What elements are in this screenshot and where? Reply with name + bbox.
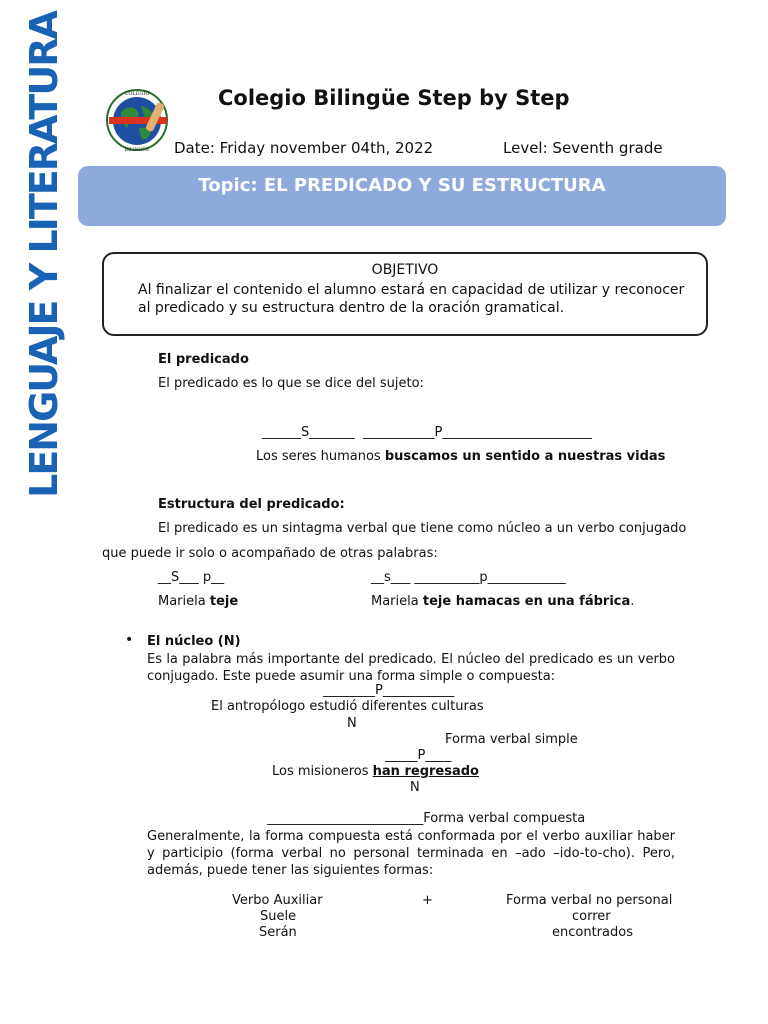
nucleo-n1: N [347, 716, 357, 731]
sidebar-title [20, 12, 68, 498]
nucleo-label2-line [259, 796, 585, 826]
predicado-example [256, 449, 665, 464]
estructura-line1: El predicado es un sintagma verbal que tiene como núcleo a un verbo conjugado [158, 521, 687, 536]
estructura-example-right [371, 594, 634, 609]
row-form: correr [572, 909, 611, 924]
estructura-line2: que puede ir solo o acompañado de otras palabras: [102, 546, 438, 561]
objective-title: OBJETIVO [371, 262, 439, 278]
nucleo-marker1: ________P___________ [323, 683, 455, 698]
level: Level: Seventh grade [503, 139, 663, 157]
estructura-marker-left: __S___ p__ [158, 570, 225, 585]
topic-title: Topic: EL PREDICADO Y SU ESTRUCTURA [198, 175, 606, 196]
ex-right-bold: teje hamacas en una fábrica [422, 594, 631, 609]
row-aux: Serán [259, 925, 297, 940]
logo-top-text: COLEGIO [124, 91, 150, 97]
ex-left-plain: Mariela [158, 594, 210, 609]
logo-bottom-text: BILINGÜE [124, 148, 150, 153]
nucleo-example1: El antropólogo estudió diferentes culturas [211, 699, 484, 714]
nucleo-text: Es la palabra más importante del predicado. El núcleo del predicado es un verbo conjugado. Este puede asumir una forma simple o compuesta: [147, 652, 675, 684]
nucleo-bullet: • [125, 632, 134, 648]
col1-header: Verbo Auxiliar [232, 893, 323, 908]
nucleo-label1: Forma verbal simple [445, 732, 578, 747]
row-form: encontrados [552, 925, 633, 940]
nucleo-heading: El núcleo (N) [147, 634, 241, 649]
estructura-example-left [158, 594, 238, 609]
plus-sign: + [422, 893, 433, 908]
estructura-heading: Estructura del predicado: [158, 497, 345, 512]
nucleo-example2-bold: han regresado [372, 764, 479, 779]
ex-right-plain: Mariela [371, 594, 423, 609]
nucleo-label2: Forma verbal compuesta [423, 811, 586, 826]
compuesta-text: Generalmente, la forma compuesta está conformada por el verbo auxiliar haber y participio (forma verbal no personal terminada en –ado –ido-to-cho). Pero, además, puede tener las siguientes formas: [147, 829, 675, 878]
predicado-definition: El predicado es lo que se dice del sujeto: [158, 376, 424, 391]
row-aux: Suele [260, 909, 297, 924]
objective-box [102, 252, 708, 336]
ex-right-end: . [630, 594, 635, 609]
estructura-marker-right: __s___ __________p____________ [371, 570, 566, 585]
col2-header: Forma verbal no personal [506, 893, 673, 908]
nucleo-example2 [272, 764, 479, 779]
school-name: Colegio Bilingüe Step by Step [218, 86, 570, 110]
nucleo-example2-plain: Los misioneros [272, 764, 373, 779]
predicado-marker: ______S_______ ___________P_______________________ [262, 425, 592, 440]
date: Date: Friday november 04th, 2022 [174, 139, 434, 157]
sidebar-title-text: LENGUAJE Y LITERATURA [22, 12, 66, 498]
predicado-heading: El predicado [158, 352, 249, 367]
topic-banner [78, 166, 726, 226]
objective-text: Al finalizar el contenido el alumno estará en capacidad de utilizar y reconocer al predicado y su estructura dentro de la oración gramatical. [138, 282, 685, 316]
nucleo-marker2: _____P____ [385, 748, 452, 763]
nucleo-n2: N [410, 780, 420, 795]
predicado-example-bold: buscamos un sentido a nuestras vidas [384, 449, 666, 464]
ex-left-bold: teje [209, 594, 239, 609]
predicado-example-plain: Los seres humanos [256, 449, 385, 464]
school-logo [103, 86, 171, 154]
nucleo-line2: ________________________ [267, 811, 424, 826]
